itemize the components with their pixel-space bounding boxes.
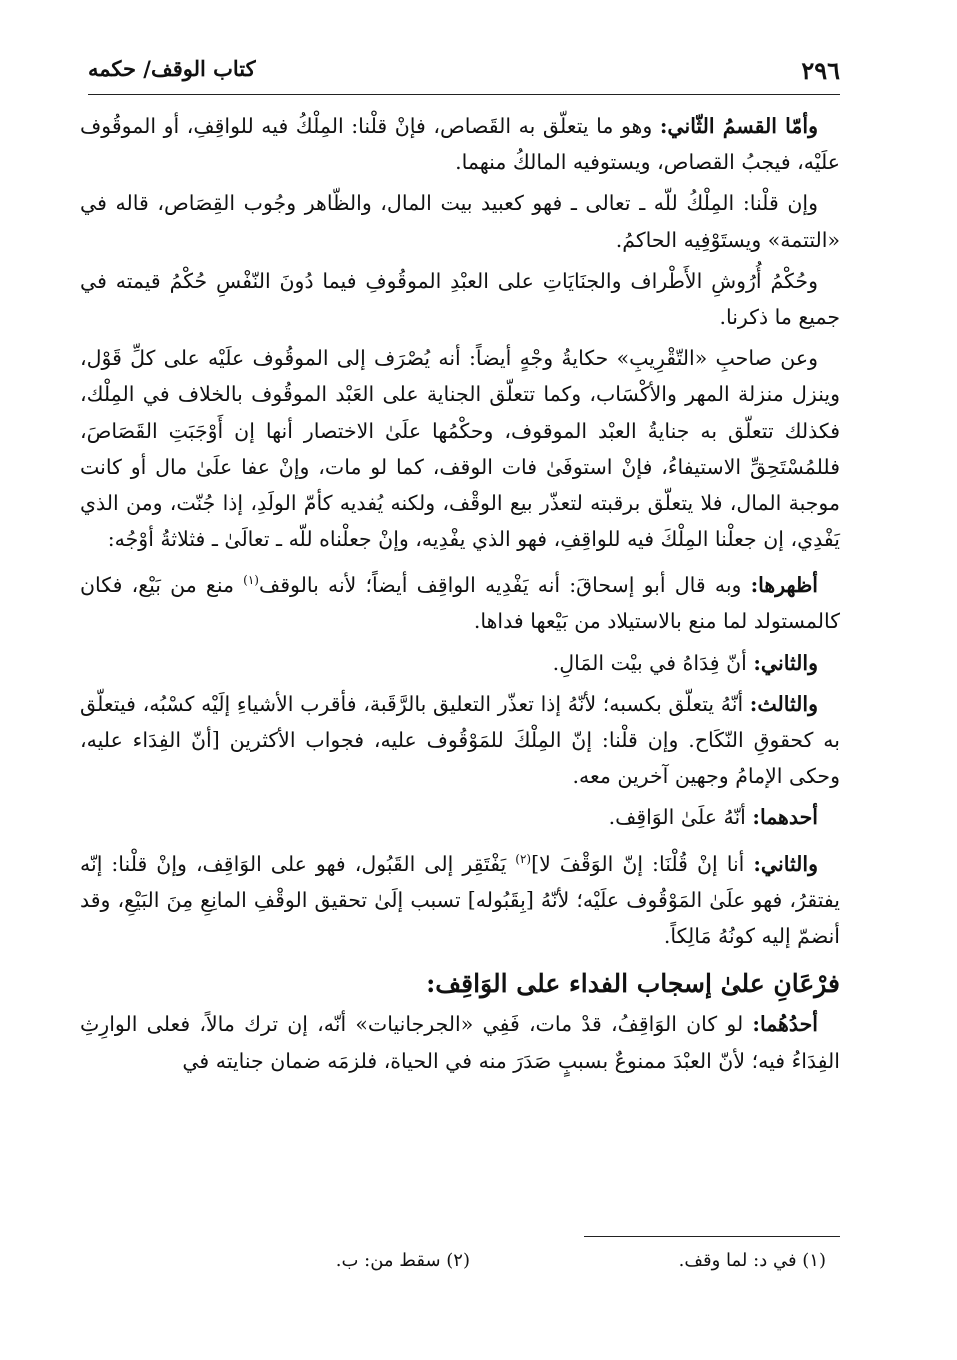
running-title: كتاب الوقف/ حكمه xyxy=(88,56,256,81)
paragraph xyxy=(80,108,840,180)
paragraph-text: وهو ما يتعلّق به القَصاص، فإنْ قلْنا: المِلْكُ فيه للواقِفِ، أو الموقُوف علَيْه، فيجبُ القصاص، ويستوفيه المالكُ منهما. xyxy=(80,114,840,175)
paragraph-lead: والثاني: xyxy=(753,851,818,876)
paragraph xyxy=(80,799,840,835)
paragraph-lead: وأمّا القسمُ الثّاني: xyxy=(659,114,818,138)
footnote-marker[interactable]: (١) xyxy=(243,573,259,588)
section-heading: فرْعَانِ علىٰ إسجاب الفداء على الوَاقِف: xyxy=(426,969,840,999)
paragraph xyxy=(80,686,840,795)
paragraph-text: أنّ فِدَاهُ في بيْت المَالِ. xyxy=(552,650,754,675)
footnote-rule xyxy=(584,1236,840,1237)
footnote-marker[interactable]: (٢) xyxy=(515,851,532,866)
paragraph-text: وإن قلْنا: المِلْكُ للّه ـ تعالى ـ فهو كعبيد بيت المال، والظّاهر وجُوب القِصَاص، قاله في «التتمة» ويستَوْفِيه الحاكمُ. xyxy=(80,191,840,252)
paragraph-text-tail: منع من بَيْع، فكان كالمستولد لما منع بالاستيلاد من بَيْعها فداها. xyxy=(80,573,840,634)
header-rule xyxy=(88,94,840,95)
footnote-1: (١) في د: لما وقف. xyxy=(678,1250,826,1271)
page-number: ٢٩٦ xyxy=(801,56,840,85)
page-header xyxy=(88,50,840,94)
footnote-2: (٢) سقط من: ب. xyxy=(335,1250,470,1271)
paragraph xyxy=(80,263,840,335)
paragraph-text: أنّهُ علَىٰ الوَاقِف. xyxy=(608,805,753,830)
paragraph-lead: والثالث: xyxy=(749,691,818,716)
paragraph-lead: والثاني: xyxy=(753,650,818,675)
paragraph-lead: أظهرها: xyxy=(750,573,818,598)
paragraph-text: أنّهُ يتعلّق بكسبه؛ لأنّهُ إذا تعذّر التعليق بالرَّقَبة، فأقرب الأشياءِ إلَيْه كسْبُه، فيتعلّق به كحقوقِ النّكَاح. وإن قلْنا: إنّ المِلْكَ للمَوْقُوف عليه، فجواب الأكثرين [أنّ الفِدَاء عليه، وحكى الإمامُ وجهين آخرين معه. xyxy=(80,691,840,789)
paragraph xyxy=(80,645,840,681)
paragraph xyxy=(80,1006,840,1078)
paragraph xyxy=(80,841,840,954)
paragraph-text-tail: يَفْتَقِر إلى القَبُول، فهو على الوَاقِف، وإنْ قلْنا: إنّه يفتقرُ، فهو علَىٰ المَوْقُوف علَيْه؛ لأنّهُ [بِقَبُوله] تسبب إلَىٰ تحقيق الوقْفِ المانِعِ مِنَ البَيْعِ، وقد أنضمّ إليه كونُهُ مَالِكاً. xyxy=(80,851,840,948)
footnotes xyxy=(120,1244,840,1278)
paragraph xyxy=(80,562,840,639)
paragraph-text: أنا إنْ قُلْنَا: إنّ الوَقْفَ لا] xyxy=(531,851,754,876)
paragraph-text: وبه قال أبو إسحاقَ: أنه يَفْدِيه الواقِف أيضاً؛ لأنه بالوقف xyxy=(258,573,751,598)
paragraph-text: وعن صاحبِ «التّقْرِيبِ» حكايةُ وجْهٍ أيضاً: أنه يُصْرَف إلى الموقُوف علَيْه على كلِّ قَوْل، وينزل منزلة المهر والأكْسَاب، وكما تتعلّق الجناية على العَبْد الموقُوف بالخلاف في المِلْك، فكذلك تتعلّق به جنايةُ العبْد الموقوف، وحكْمُها علَىٰ الاختصار أنها إن أَوْجَبَتِ القَصَاصَ، فللمُسْتَحِقِّ الاستيفاءُ، فإنْ استوفَىٰ فات الوقف، كما لو مات، وإنْ عفا علَىٰ مال أو كانت موجبة المال، فلا يتعلّق برقبته لتعذّر بيع الوقْف، ولكنه يُفديه كأمّ الولَدِ، إذا جُنّت، ومن الذي يَفْدِي، إن جعلْنا المِلْكَ فيه للواقِفِ، فهو الذي يفْدِيه، وإنْ جعلْناه للّه ـ تعالَىٰ ـ فثلاثةُ أوْجُه: xyxy=(80,346,840,552)
paragraph-lead: أحدُهُما: xyxy=(752,1012,818,1037)
body-text xyxy=(80,108,840,1084)
paragraph xyxy=(80,185,840,257)
paragraph-lead: أحدهما: xyxy=(752,805,818,830)
paragraph-text: وحُكْمُ أُرُوشِ الأَطْراف والجنَايَاتِ على العبْدِ الموقُوفِ فيما دُونَ النّفْسِ حُكْمُ قيمته في جميع ما ذكرنا. xyxy=(80,268,840,330)
paragraph xyxy=(80,340,840,557)
paragraph-text: لو كان الوَاقِفُ، قدْ مات، فَفِي «الجرجانيات» أنّه، إن ترك مالاً، فعلى الوارِثِ الفِدَاءُ فيه؛ لأنّ العبْدَ ممنوعٌ بسببٍ صَدَرَ منه في الحياة، فلزمَه ضمان جنايته في xyxy=(80,1012,840,1073)
